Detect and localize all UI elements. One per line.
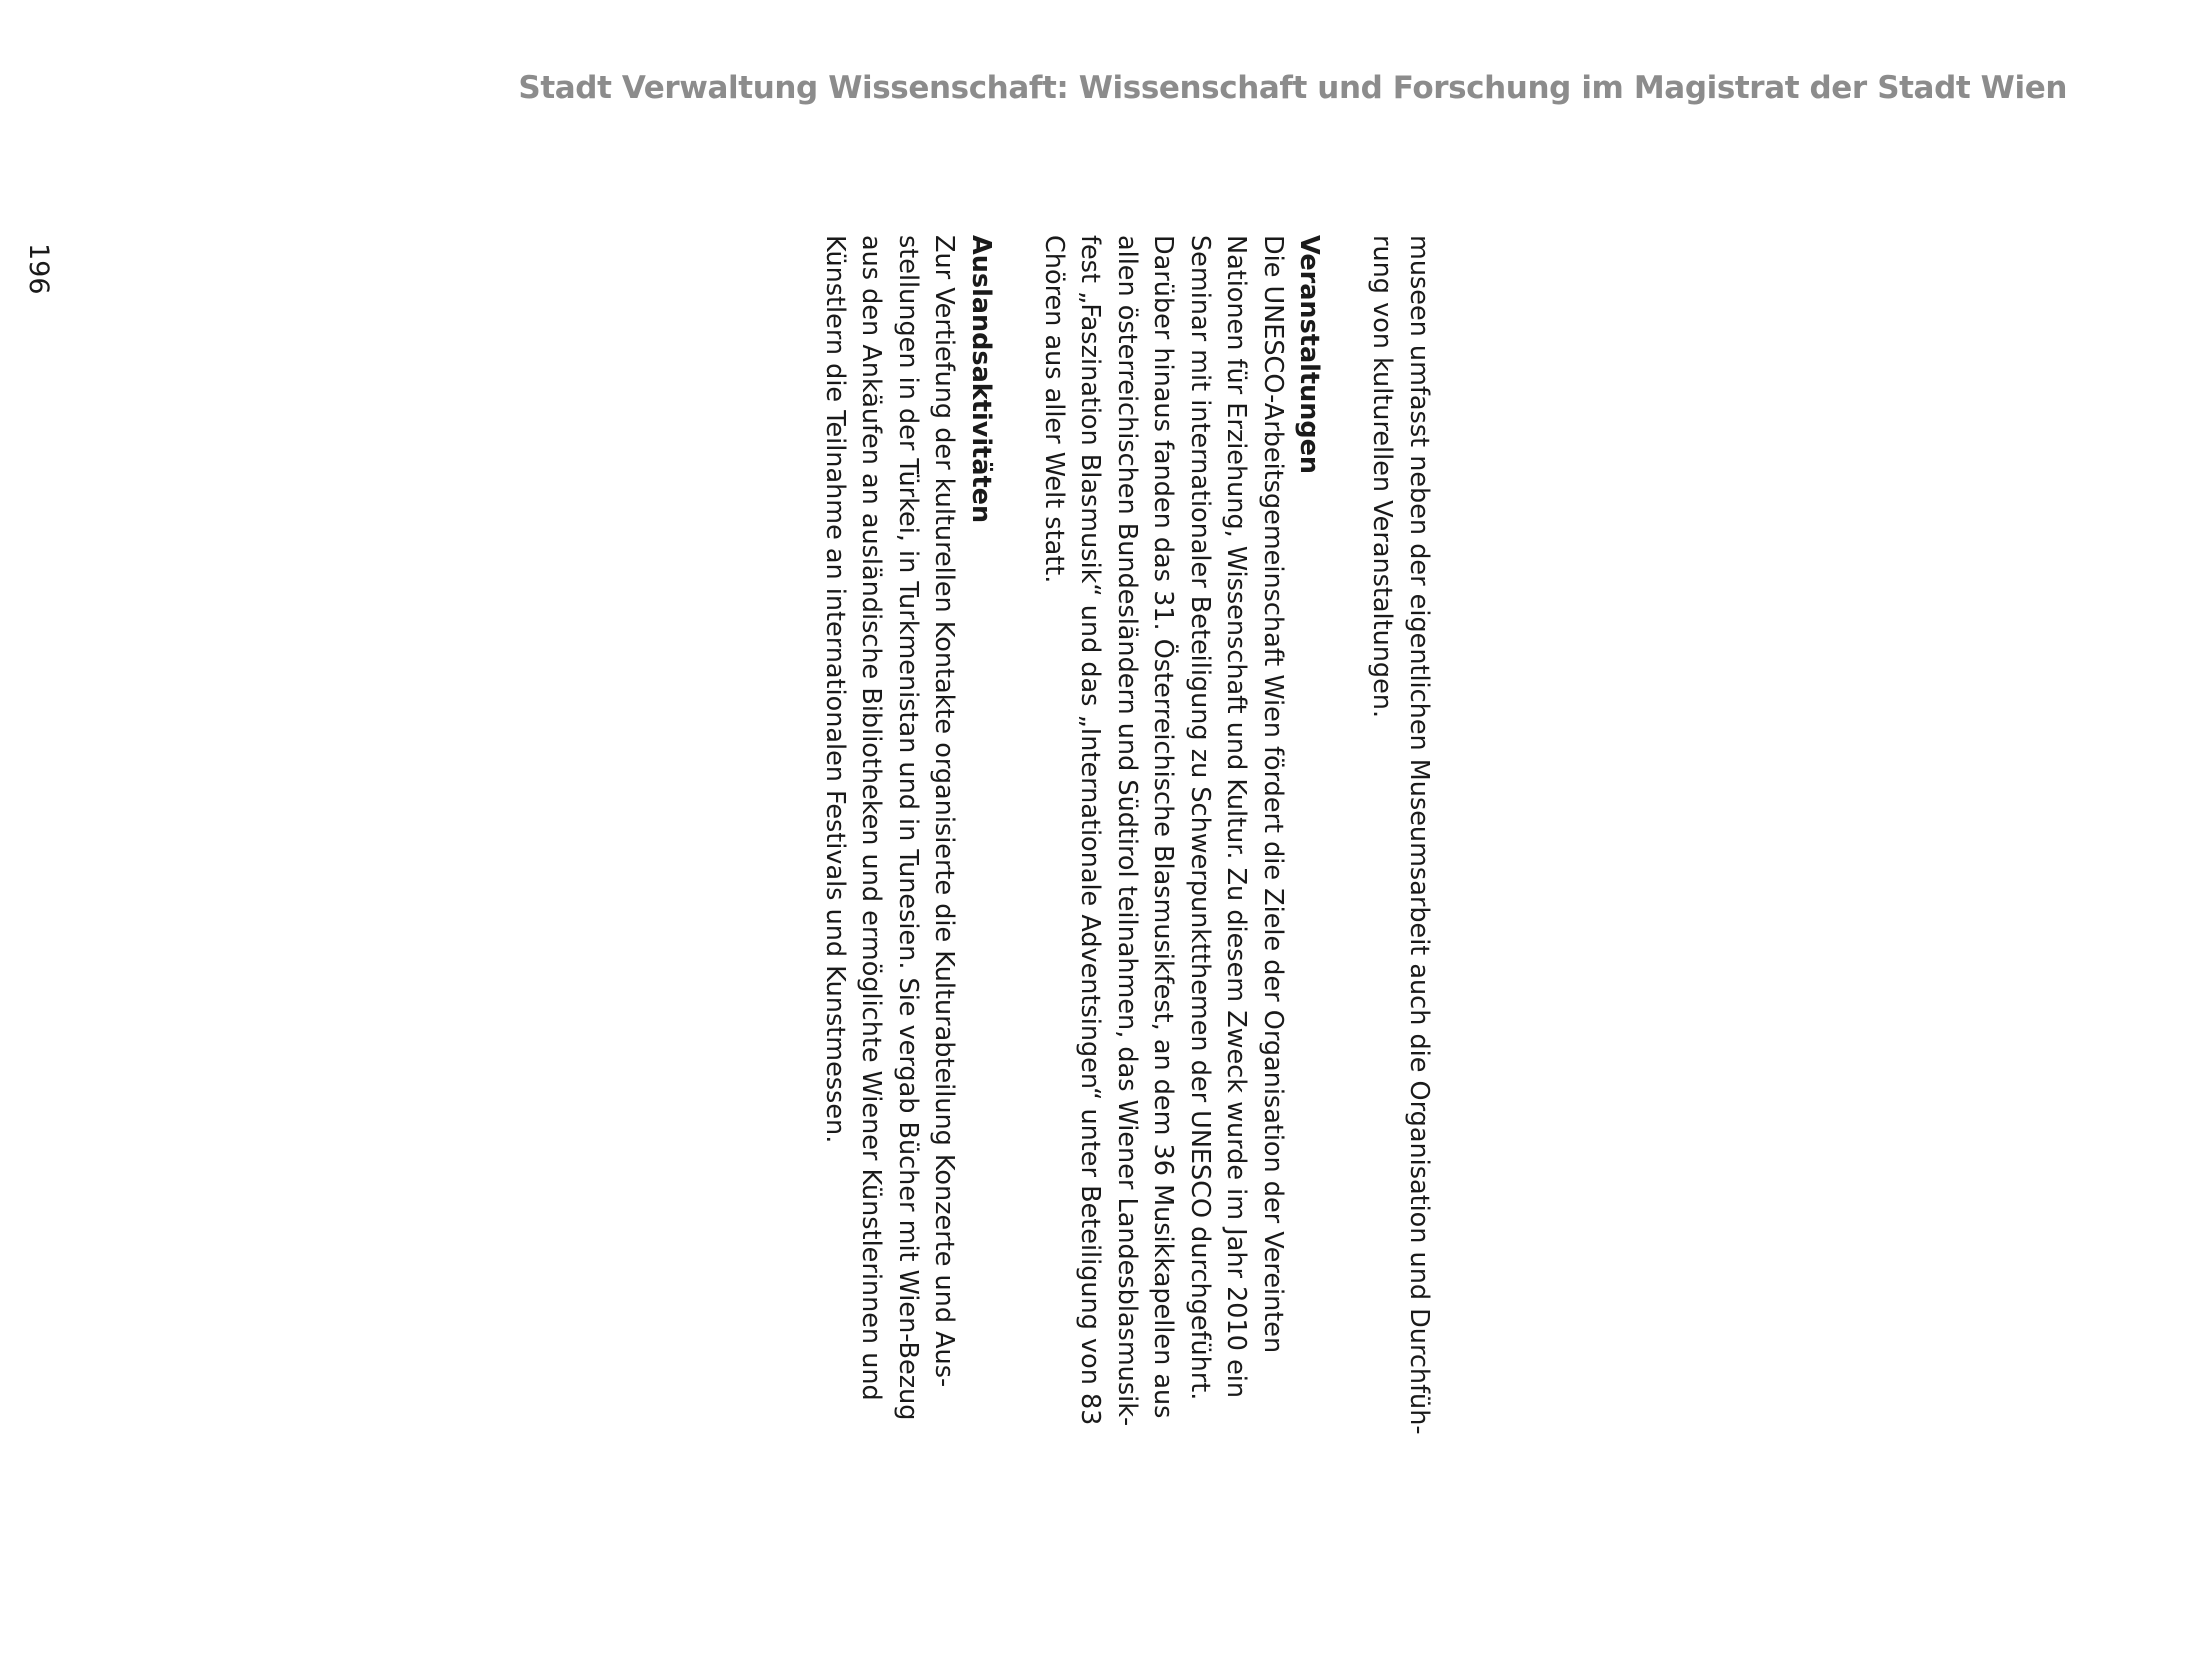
section-heading-auslandsaktivitaeten: Auslandsaktivitäten bbox=[966, 235, 996, 524]
intro-paragraph: museen umfasst neben der eigentlichen Museumsarbeit auch die Organisation und Durchfüh- rung von kulturellen Veranstaltungen. bbox=[1367, 235, 1434, 1435]
section-text-veranstaltungen: Die UNESCO-Arbeitsgemeinschaft Wien fördert die Ziele der Organisation der Vereinten Nationen für Erziehung, Wissenschaft und Kultur. Zu diesem Zweck wurde im Jahr 2010 ein Seminar mit internationaler Beteiligung zu Schwerpunktthemen der UNESCO durchgeführt. Darüber hinaus fanden das 31. Österreichische Blasmusikfest, an dem 36 Musikkapellen aus allen österreichischen Bundesländern und Südtirol teilnahmen, das Wiener Landesblasmusik- fest „Faszination Blasmusik“ und das „Internationale Adventsingen“ unter Beteiligung von 83 Chören aus aller Welt statt. bbox=[1039, 235, 1288, 1427]
running-header-title: Stadt Verwaltung Wissenschaft: Wissenschaft und Forschung im Magistrat der Stadt Wien bbox=[518, 70, 2067, 106]
page-number: 196 bbox=[23, 243, 54, 295]
paragraph-spacer bbox=[1328, 235, 1365, 1485]
text-column bbox=[817, 235, 1438, 1485]
section-text-auslandsaktivitaeten: Zur Vertiefung der kulturellen Kontakte organisierte die Kulturabteilung Konzerte und Aus- stellungen in der Türkei, in Turkmenistan und in Tunesien. Sie vergab Bücher mit Wien-Bezug aus den Ankäufen an ausländische Bibliotheken und ermöglichte Wiener Künstlerinnen und Künstlern die Teilnahme an internationalen Festivals und Kunstmessen. bbox=[820, 235, 960, 1421]
section-heading-veranstaltungen: Veranstaltungen bbox=[1294, 235, 1325, 475]
paragraph-spacer bbox=[999, 235, 1036, 1485]
